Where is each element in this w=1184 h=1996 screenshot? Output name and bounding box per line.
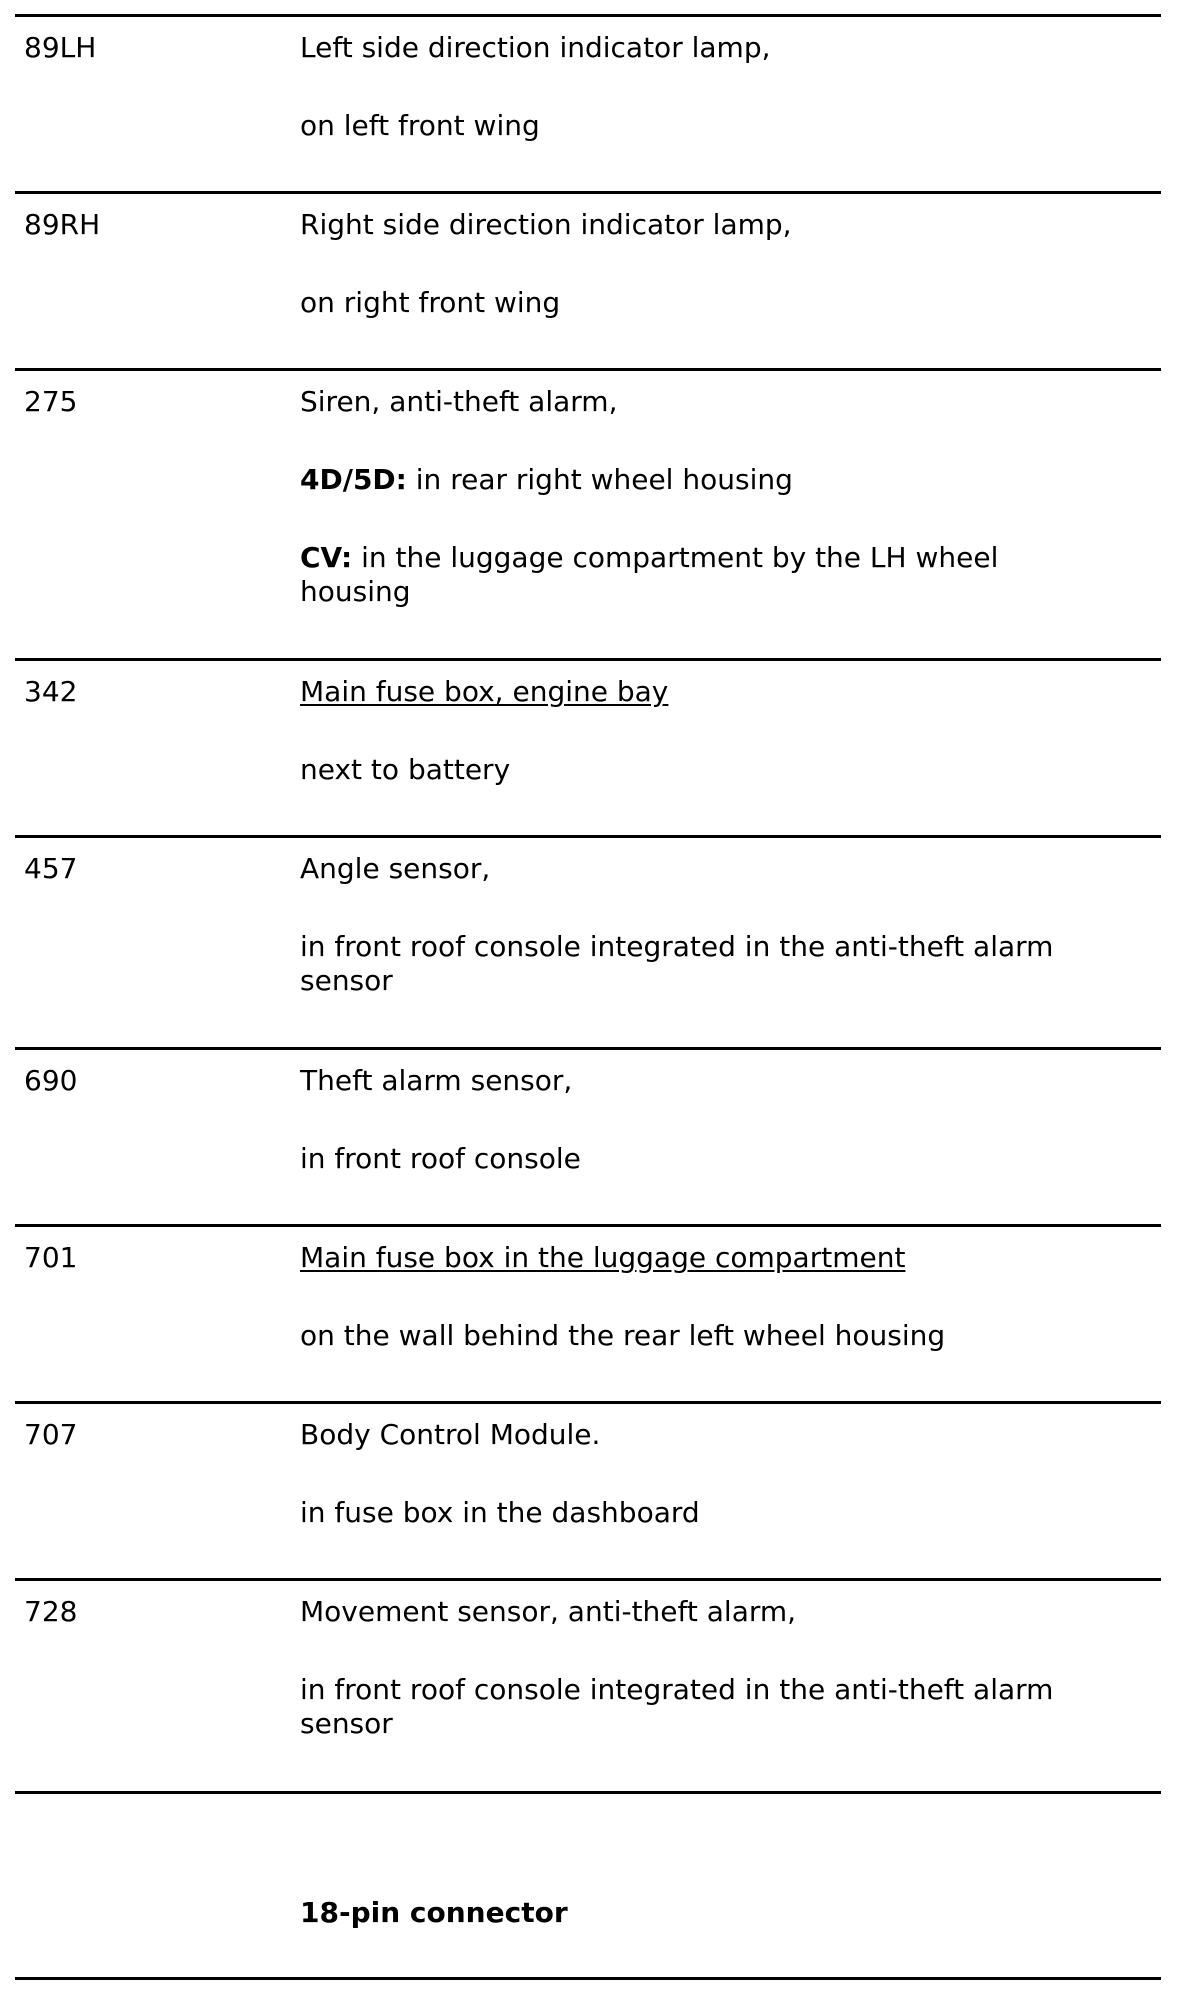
variant-label-cv: CV: (300, 541, 353, 574)
location-line: next to battery (300, 753, 511, 786)
location-line: in front roof console integrated in the anti-theft alarm sensor (300, 1673, 1054, 1740)
component-description (300, 1418, 1111, 1530)
table-row (15, 835, 1161, 1047)
description-line: Body Control Module. (300, 1418, 601, 1451)
description-line: Left side direction indicator lamp, (300, 31, 771, 64)
description-line-link[interactable]: Main fuse box, engine bay (300, 675, 669, 708)
table-row (15, 14, 1161, 191)
table-row (15, 191, 1161, 368)
component-code: 728 (24, 1595, 78, 1628)
section-heading-row (15, 1791, 1161, 1977)
description-line: Right side direction indicator lamp, (300, 208, 792, 241)
component-description (300, 675, 1111, 787)
table-row (15, 1401, 1161, 1578)
variant-text-cv: in the luggage compartment by the LH wheel housing (300, 541, 999, 608)
component-description (300, 31, 1111, 143)
location-line: on left front wing (300, 109, 540, 142)
component-code: 690 (24, 1064, 78, 1097)
location-line-cv (300, 541, 1111, 609)
table-row (15, 368, 1161, 658)
location-line: in fuse box in the dashboard (300, 1496, 700, 1529)
section-heading: 18-pin connector (300, 1896, 568, 1929)
variant-label-4d5d: 4D/5D: (300, 463, 407, 496)
table-row (15, 1047, 1161, 1224)
component-code: 275 (24, 385, 78, 418)
component-description (300, 1595, 1111, 1741)
component-code: 342 (24, 675, 78, 708)
table-row (15, 1578, 1161, 1791)
component-description (300, 1241, 1111, 1353)
description-line: Theft alarm sensor, (300, 1064, 573, 1097)
location-line: in front roof console integrated in the anti-theft alarm sensor (300, 930, 1054, 997)
component-description (300, 1064, 1111, 1176)
component-code: 89LH (24, 31, 97, 64)
component-code: 89RH (24, 208, 101, 241)
location-line: on the wall behind the rear left wheel housing (300, 1319, 946, 1352)
component-code: 457 (24, 852, 78, 885)
component-description (300, 385, 1111, 609)
description-line: Movement sensor, anti-theft alarm, (300, 1595, 797, 1628)
variant-text-4d5d: in rear right wheel housing (406, 463, 793, 496)
table-row (15, 658, 1161, 835)
component-code: 707 (24, 1418, 78, 1451)
location-line: in front roof console (300, 1142, 581, 1175)
component-description (300, 208, 1111, 320)
description-line: Siren, anti-theft alarm, (300, 385, 618, 418)
table-bottom-rule (15, 1977, 1161, 1980)
description-line: Angle sensor, (300, 852, 491, 885)
table-row (15, 1224, 1161, 1401)
component-description (300, 852, 1111, 998)
description-line-link[interactable]: Main fuse box in the luggage compartment (300, 1241, 906, 1274)
location-line: on right front wing (300, 286, 561, 319)
component-code: 701 (24, 1241, 78, 1274)
component-table (15, 14, 1161, 1980)
location-line-4d5d (300, 463, 1111, 497)
